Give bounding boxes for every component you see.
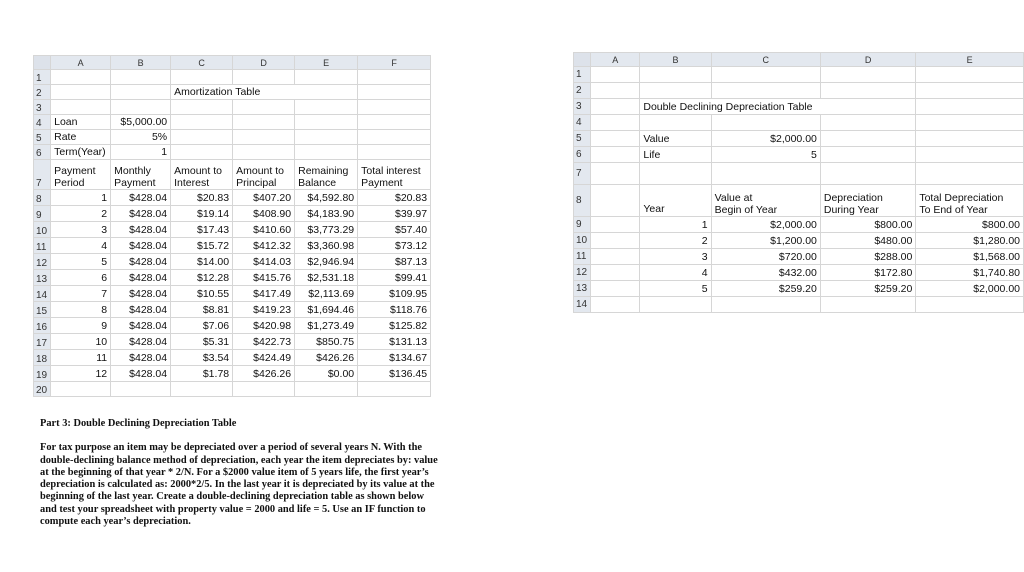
- sheet-row: [34, 318, 431, 334]
- sheet-row: [34, 382, 431, 397]
- row-header[interactable]: 4: [574, 115, 591, 131]
- cell[interactable]: [591, 163, 640, 185]
- cell[interactable]: [358, 100, 431, 115]
- input-value[interactable]: 1: [111, 145, 171, 160]
- cell[interactable]: [916, 131, 1024, 147]
- row-header[interactable]: 14: [34, 286, 51, 302]
- sheet-row: [34, 130, 431, 145]
- column-title: [358, 160, 431, 190]
- amortization-sheet: [33, 55, 431, 397]
- row-header[interactable]: 3: [34, 100, 51, 115]
- cell[interactable]: [640, 163, 711, 185]
- input-label[interactable]: Rate: [51, 130, 111, 145]
- row-header[interactable]: 12: [574, 265, 591, 281]
- sheet-row: [34, 115, 431, 130]
- data-cell[interactable]: $8.81: [171, 302, 233, 318]
- cell[interactable]: [111, 85, 171, 100]
- data-cell[interactable]: $136.45: [358, 366, 431, 382]
- sheet-row: [34, 254, 431, 270]
- sheet-row: [574, 131, 1024, 147]
- cell[interactable]: [820, 147, 915, 163]
- cell[interactable]: [295, 70, 358, 85]
- header-line: Principal: [236, 177, 277, 189]
- data-cell[interactable]: $288.00: [820, 249, 915, 265]
- cell[interactable]: [295, 382, 358, 397]
- sheet-row: [574, 115, 1024, 131]
- input-label[interactable]: Loan: [51, 115, 111, 130]
- period-cell[interactable]: 12: [51, 366, 111, 382]
- cell[interactable]: [171, 382, 233, 397]
- data-cell[interactable]: $2,000.00: [916, 281, 1024, 297]
- data-cell[interactable]: $1,273.49: [295, 318, 358, 334]
- period-cell[interactable]: 10: [51, 334, 111, 350]
- header-line: Total Depreciation: [919, 192, 1004, 204]
- cell[interactable]: [233, 70, 295, 85]
- cell[interactable]: [51, 85, 111, 100]
- column-title: [820, 185, 915, 217]
- sheet-row: [34, 160, 431, 190]
- data-cell[interactable]: $1,568.00: [916, 249, 1024, 265]
- data-cell[interactable]: $5.31: [171, 334, 233, 350]
- row-header[interactable]: 15: [34, 302, 51, 318]
- period-cell[interactable]: 7: [51, 286, 111, 302]
- sheet-row: [574, 249, 1024, 265]
- cell[interactable]: [916, 67, 1024, 83]
- sheet-row: [34, 85, 431, 100]
- sheet-title[interactable]: Amortization Table: [171, 85, 358, 100]
- depreciation-sheet: [573, 52, 1024, 313]
- instructions: [40, 418, 440, 528]
- sheet-row: [34, 366, 431, 382]
- year-cell[interactable]: 4: [640, 265, 711, 281]
- cell[interactable]: [591, 217, 640, 233]
- sheet-row: [574, 185, 1024, 217]
- column-header[interactable]: A: [591, 53, 640, 67]
- column-header[interactable]: A: [51, 56, 111, 70]
- data-cell[interactable]: $428.04: [111, 302, 171, 318]
- row-header[interactable]: 14: [574, 297, 591, 313]
- data-cell[interactable]: $0.00: [295, 366, 358, 382]
- data-cell[interactable]: $109.95: [358, 286, 431, 302]
- cell[interactable]: [111, 100, 171, 115]
- sheet-row: [34, 145, 431, 160]
- cell[interactable]: [591, 185, 640, 217]
- header-line: Payment: [54, 165, 96, 177]
- data-cell[interactable]: $426.26: [295, 350, 358, 366]
- sheet-row: [574, 281, 1024, 297]
- sheet-row: [34, 70, 431, 85]
- column-title: Year: [640, 185, 711, 217]
- cell[interactable]: [51, 70, 111, 85]
- data-cell[interactable]: $428.04: [111, 190, 171, 206]
- column-header[interactable]: E: [916, 53, 1024, 67]
- value-input[interactable]: $2,000.00: [711, 131, 820, 147]
- row-header[interactable]: 4: [34, 115, 51, 130]
- cell[interactable]: [295, 145, 358, 160]
- cell[interactable]: [916, 83, 1024, 99]
- cell[interactable]: [111, 382, 171, 397]
- year-cell[interactable]: 2: [640, 233, 711, 249]
- cell[interactable]: [233, 382, 295, 397]
- data-cell[interactable]: $3.54: [171, 350, 233, 366]
- row-header[interactable]: 7: [574, 163, 591, 185]
- column-title: [51, 160, 111, 190]
- sheet-row: [574, 67, 1024, 83]
- data-cell[interactable]: $426.26: [233, 366, 295, 382]
- cell[interactable]: [171, 130, 233, 145]
- sheet-row: [34, 350, 431, 366]
- sheet-row: [34, 222, 431, 238]
- input-value[interactable]: 5%: [111, 130, 171, 145]
- column-header[interactable]: D: [233, 56, 295, 70]
- row-header[interactable]: 7: [34, 160, 51, 190]
- data-cell[interactable]: $7.06: [171, 318, 233, 334]
- data-cell[interactable]: $2,000.00: [711, 217, 820, 233]
- cell[interactable]: [358, 130, 431, 145]
- cell[interactable]: [171, 115, 233, 130]
- row-header[interactable]: 11: [34, 238, 51, 254]
- header-line: Payment: [361, 177, 403, 189]
- cell[interactable]: [711, 297, 820, 313]
- row-header[interactable]: 6: [34, 145, 51, 160]
- cell[interactable]: [171, 70, 233, 85]
- column-title: [171, 160, 233, 190]
- period-cell[interactable]: 11: [51, 350, 111, 366]
- sheet-row: [574, 147, 1024, 163]
- select-all-corner[interactable]: [574, 53, 591, 67]
- data-cell[interactable]: $3,360.98: [295, 238, 358, 254]
- cell[interactable]: [820, 297, 915, 313]
- period-cell[interactable]: 5: [51, 254, 111, 270]
- row-header[interactable]: 17: [34, 334, 51, 350]
- data-cell[interactable]: $428.04: [111, 222, 171, 238]
- data-cell[interactable]: $125.82: [358, 318, 431, 334]
- data-cell[interactable]: $10.55: [171, 286, 233, 302]
- period-cell[interactable]: 9: [51, 318, 111, 334]
- data-cell[interactable]: $3,773.29: [295, 222, 358, 238]
- instructions-body: For tax purpose an item may be depreciated over a period of several years N. With the double-declining balance method of depreciation, each year the item depreciates by: value at the beginning of that year * 2/N. For a $2000 value item of 5 years life, the first year’s depreciation is calculated as: 2000*2/5. In the last year it is depreciated by its value at the beginning of the last year. Create a double-declining depreciation table as shown below and test your spreadsheet with property value = 2000 and life = 5. Use an IF function to compute each year’s depreciation.: [40, 442, 438, 528]
- cell[interactable]: [820, 163, 915, 185]
- cell[interactable]: [233, 130, 295, 145]
- data-cell[interactable]: $73.12: [358, 238, 431, 254]
- data-cell[interactable]: $15.72: [171, 238, 233, 254]
- data-cell[interactable]: $417.49: [233, 286, 295, 302]
- row-header[interactable]: 20: [34, 382, 51, 397]
- sheet-row: [34, 206, 431, 222]
- instructions-title: Part 3: Double Declining Depreciation Table: [40, 418, 237, 429]
- header-line: Payment: [114, 177, 156, 189]
- data-cell[interactable]: $134.67: [358, 350, 431, 366]
- sheet-row: [574, 99, 1024, 115]
- data-cell[interactable]: $172.80: [820, 265, 915, 281]
- cell[interactable]: [51, 100, 111, 115]
- data-cell[interactable]: $4,592.80: [295, 190, 358, 206]
- cell[interactable]: [916, 163, 1024, 185]
- column-header[interactable]: C: [171, 56, 233, 70]
- data-cell[interactable]: $39.97: [358, 206, 431, 222]
- input-value[interactable]: $5,000.00: [111, 115, 171, 130]
- row-header[interactable]: 5: [574, 131, 591, 147]
- sheet-row: [574, 265, 1024, 281]
- data-cell[interactable]: $428.04: [111, 334, 171, 350]
- header-line: Begin of Year: [714, 204, 778, 216]
- data-cell[interactable]: $17.43: [171, 222, 233, 238]
- header-line: Value at: [714, 192, 753, 204]
- data-cell[interactable]: $259.20: [711, 281, 820, 297]
- cell[interactable]: [591, 83, 640, 99]
- data-cell[interactable]: $20.83: [171, 190, 233, 206]
- sheet-row: [34, 190, 431, 206]
- data-cell[interactable]: $14.00: [171, 254, 233, 270]
- data-cell[interactable]: $99.41: [358, 270, 431, 286]
- cell[interactable]: [916, 99, 1024, 115]
- data-cell[interactable]: $419.23: [233, 302, 295, 318]
- column-header-row: [34, 56, 431, 70]
- cell[interactable]: [711, 115, 820, 131]
- row-header[interactable]: 9: [574, 217, 591, 233]
- data-cell[interactable]: $407.20: [233, 190, 295, 206]
- cell[interactable]: [591, 297, 640, 313]
- period-cell[interactable]: 3: [51, 222, 111, 238]
- sheet-row: [34, 286, 431, 302]
- header-line: To End of Year: [919, 204, 988, 216]
- data-cell[interactable]: $1,740.80: [916, 265, 1024, 281]
- row-header[interactable]: 1: [574, 67, 591, 83]
- sheet-row: [34, 302, 431, 318]
- cell[interactable]: [295, 100, 358, 115]
- row-header[interactable]: 11: [574, 249, 591, 265]
- data-cell[interactable]: $800.00: [820, 217, 915, 233]
- data-cell[interactable]: $118.76: [358, 302, 431, 318]
- sheet-row: [34, 334, 431, 350]
- cell[interactable]: [233, 100, 295, 115]
- row-header[interactable]: 5: [34, 130, 51, 145]
- cell[interactable]: [171, 100, 233, 115]
- cell[interactable]: [591, 281, 640, 297]
- header-line: Total interest: [361, 165, 421, 177]
- year-cell[interactable]: 5: [640, 281, 711, 297]
- column-header-row: [574, 53, 1024, 67]
- cell[interactable]: [358, 145, 431, 160]
- data-cell[interactable]: $424.49: [233, 350, 295, 366]
- row-header[interactable]: 6: [574, 147, 591, 163]
- cell[interactable]: [591, 265, 640, 281]
- cell[interactable]: [358, 70, 431, 85]
- data-cell[interactable]: $414.03: [233, 254, 295, 270]
- cell[interactable]: [591, 131, 640, 147]
- cell[interactable]: [591, 99, 640, 115]
- data-cell[interactable]: $850.75: [295, 334, 358, 350]
- row-header[interactable]: 19: [34, 366, 51, 382]
- cell[interactable]: [358, 85, 431, 100]
- cell[interactable]: [711, 83, 820, 99]
- year-cell[interactable]: 3: [640, 249, 711, 265]
- sheet-row: [34, 100, 431, 115]
- data-cell[interactable]: $422.73: [233, 334, 295, 350]
- column-header[interactable]: B: [640, 53, 711, 67]
- life-input[interactable]: 5: [711, 147, 820, 163]
- header-line: During Year: [823, 204, 879, 216]
- data-cell[interactable]: $2,946.94: [295, 254, 358, 270]
- cell[interactable]: [295, 115, 358, 130]
- data-cell[interactable]: $428.04: [111, 254, 171, 270]
- column-title: [711, 185, 820, 217]
- cell[interactable]: [358, 115, 431, 130]
- cell[interactable]: [820, 115, 915, 131]
- data-cell[interactable]: $19.14: [171, 206, 233, 222]
- header-line: Monthly: [114, 165, 151, 177]
- cell[interactable]: [711, 67, 820, 83]
- data-cell[interactable]: $2,531.18: [295, 270, 358, 286]
- row-header[interactable]: 2: [34, 85, 51, 100]
- row-header[interactable]: 8: [34, 190, 51, 206]
- sheet-row: [574, 297, 1024, 313]
- cell[interactable]: [51, 382, 111, 397]
- cell[interactable]: [640, 297, 711, 313]
- column-header[interactable]: F: [358, 56, 431, 70]
- data-cell[interactable]: $57.40: [358, 222, 431, 238]
- cell[interactable]: [916, 147, 1024, 163]
- period-cell[interactable]: 1: [51, 190, 111, 206]
- header-line: Amount to: [174, 165, 222, 177]
- header-line: Depreciation: [823, 192, 883, 204]
- year-cell[interactable]: 1: [640, 217, 711, 233]
- data-cell[interactable]: $720.00: [711, 249, 820, 265]
- cell[interactable]: [711, 163, 820, 185]
- header-line: Balance: [298, 177, 337, 189]
- column-title: [295, 160, 358, 190]
- life-label[interactable]: Life: [640, 147, 711, 163]
- data-cell[interactable]: $800.00: [916, 217, 1024, 233]
- row-header[interactable]: 18: [34, 350, 51, 366]
- cell[interactable]: [591, 67, 640, 83]
- data-cell[interactable]: $4,183.90: [295, 206, 358, 222]
- row-header[interactable]: 10: [34, 222, 51, 238]
- data-cell[interactable]: $12.28: [171, 270, 233, 286]
- period-cell[interactable]: 4: [51, 238, 111, 254]
- data-cell[interactable]: $408.90: [233, 206, 295, 222]
- cell[interactable]: [820, 83, 915, 99]
- row-header[interactable]: 12: [34, 254, 51, 270]
- row-header[interactable]: 1: [34, 70, 51, 85]
- cell[interactable]: [916, 115, 1024, 131]
- cell[interactable]: [591, 115, 640, 131]
- data-cell[interactable]: $480.00: [820, 233, 915, 249]
- data-cell[interactable]: $428.04: [111, 318, 171, 334]
- data-cell[interactable]: $428.04: [111, 206, 171, 222]
- column-header[interactable]: B: [111, 56, 171, 70]
- cell[interactable]: [916, 297, 1024, 313]
- data-cell[interactable]: $420.98: [233, 318, 295, 334]
- header-line: Amount to: [236, 165, 284, 177]
- column-title: [916, 185, 1024, 217]
- data-cell[interactable]: $428.04: [111, 238, 171, 254]
- cell[interactable]: [171, 145, 233, 160]
- period-cell[interactable]: 6: [51, 270, 111, 286]
- sheet-row: [574, 163, 1024, 185]
- cell[interactable]: [640, 83, 711, 99]
- cell[interactable]: [640, 115, 711, 131]
- data-cell[interactable]: $20.83: [358, 190, 431, 206]
- row-header[interactable]: 9: [34, 206, 51, 222]
- row-header[interactable]: 13: [574, 281, 591, 297]
- select-all-corner[interactable]: [34, 56, 51, 70]
- sheet-row: [34, 270, 431, 286]
- input-label[interactable]: Term(Year): [51, 145, 111, 160]
- column-header[interactable]: D: [820, 53, 915, 67]
- data-cell[interactable]: $1,200.00: [711, 233, 820, 249]
- cell[interactable]: [640, 67, 711, 83]
- cell[interactable]: [591, 249, 640, 265]
- row-header[interactable]: 2: [574, 83, 591, 99]
- data-cell[interactable]: $428.04: [111, 350, 171, 366]
- cell[interactable]: [233, 145, 295, 160]
- row-header[interactable]: 10: [574, 233, 591, 249]
- column-header[interactable]: C: [711, 53, 820, 67]
- header-line: Remaining: [298, 165, 349, 177]
- sheet-row: [34, 238, 431, 254]
- row-header[interactable]: 8: [574, 185, 591, 217]
- sheet-row: [574, 233, 1024, 249]
- period-cell[interactable]: 8: [51, 302, 111, 318]
- data-cell[interactable]: $2,113.69: [295, 286, 358, 302]
- data-cell[interactable]: $415.76: [233, 270, 295, 286]
- row-header[interactable]: 16: [34, 318, 51, 334]
- data-cell[interactable]: $1.78: [171, 366, 233, 382]
- data-cell[interactable]: $428.04: [111, 366, 171, 382]
- sheet-title[interactable]: Double Declining Depreciation Table: [640, 99, 916, 115]
- cell[interactable]: [591, 233, 640, 249]
- sheet-row: [574, 83, 1024, 99]
- data-cell[interactable]: $412.32: [233, 238, 295, 254]
- cell[interactable]: [233, 115, 295, 130]
- data-cell[interactable]: $1,280.00: [916, 233, 1024, 249]
- column-header[interactable]: E: [295, 56, 358, 70]
- data-cell[interactable]: $87.13: [358, 254, 431, 270]
- data-cell[interactable]: $428.04: [111, 270, 171, 286]
- row-header[interactable]: 13: [34, 270, 51, 286]
- data-cell[interactable]: $131.13: [358, 334, 431, 350]
- header-line: Interest: [174, 177, 210, 189]
- cell[interactable]: [358, 382, 431, 397]
- data-cell[interactable]: $432.00: [711, 265, 820, 281]
- column-title: [111, 160, 171, 190]
- cell[interactable]: [111, 70, 171, 85]
- cell[interactable]: [295, 130, 358, 145]
- data-cell[interactable]: $428.04: [111, 286, 171, 302]
- cell[interactable]: [820, 67, 915, 83]
- value-label[interactable]: Value: [640, 131, 711, 147]
- data-cell[interactable]: $259.20: [820, 281, 915, 297]
- header-line: Period: [54, 177, 85, 189]
- cell[interactable]: [820, 131, 915, 147]
- cell[interactable]: [591, 147, 640, 163]
- data-cell[interactable]: $1,694.46: [295, 302, 358, 318]
- data-cell[interactable]: $410.60: [233, 222, 295, 238]
- sheet-row: [574, 217, 1024, 233]
- column-title: [233, 160, 295, 190]
- period-cell[interactable]: 2: [51, 206, 111, 222]
- row-header[interactable]: 3: [574, 99, 591, 115]
